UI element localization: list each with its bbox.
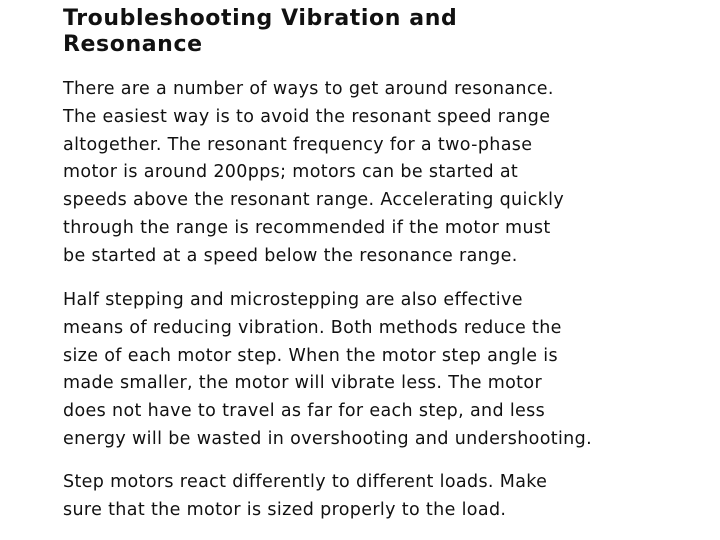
paragraph-line: There are a number of ways to get around resonance. [63, 79, 554, 99]
paragraph-motor-loads [63, 469, 703, 525]
paragraph-line: motor is around 200pps; motors can be started at [63, 162, 519, 183]
paragraph-line: be started at a speed below the resonance range. [63, 245, 518, 266]
paragraph-line: through the range is recommended if the motor must [63, 217, 551, 238]
paragraph-line: sure that the motor is sized properly to the load. [63, 499, 507, 520]
title-line-1: Troubleshooting Vibration and [63, 6, 458, 31]
paragraph-line: The easiest way is to avoid the resonant speed range [63, 106, 551, 127]
paragraph-line: Step motors react differently to different loads. Make [63, 472, 548, 492]
paragraph-line: made smaller, the motor will vibrate less. The motor [63, 373, 542, 394]
paragraph-line: altogether. The resonant frequency for a two-phase [63, 134, 533, 155]
paragraph-line: means of reducing vibration. Both methods reduce the [63, 317, 562, 338]
paragraph-line: speeds above the resonant range. Accelerating quickly [63, 190, 565, 211]
paragraph-line: Half stepping and microstepping are also effective [63, 290, 523, 310]
paragraph-half-stepping [63, 287, 703, 454]
paragraph-resonance-avoidance [63, 76, 703, 271]
paragraph-line: size of each motor step. When the motor step angle is [63, 345, 558, 366]
paragraph-line: does not have to travel as far for each step, and less [63, 401, 546, 422]
title-line-2: Resonance [63, 32, 203, 57]
slide-title [63, 6, 663, 58]
paragraph-line: energy will be wasted in overshooting and undershooting. [63, 428, 592, 449]
